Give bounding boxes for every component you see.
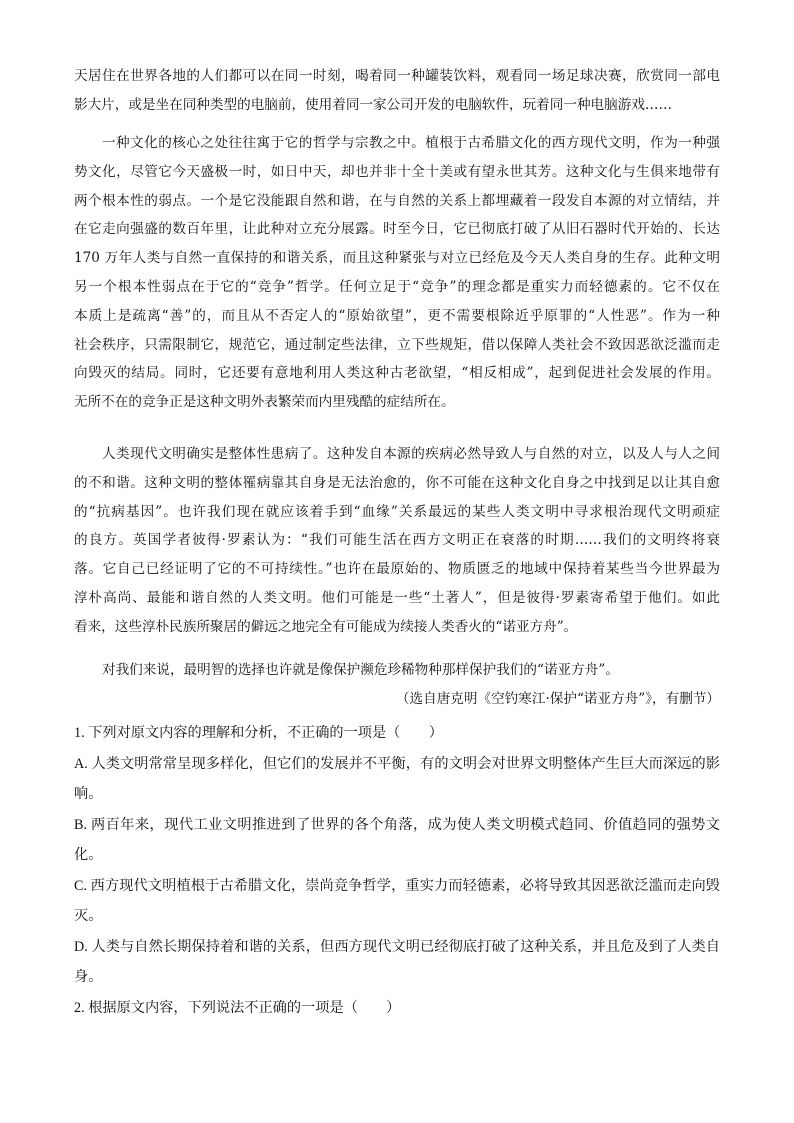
text-line: 社会秩序，只需限制它，规范它，通过制定些法律，立下些规矩，借以保障人类社会不致因恶欲泛滥而走 <box>74 336 720 353</box>
question-2-stem: 2. 根据原文内容，下列说法不正确的一项是（ ） <box>74 999 401 1016</box>
text-line: 向毁灭的结局。同时，它还要有意地利用人类这种古老欲望，“相反相成”，起到促进社会发展的作用。 <box>74 365 720 382</box>
option-a-continued: 响。 <box>74 786 103 802</box>
question-1 <box>74 718 720 1023</box>
option-b-continued: 化。 <box>74 847 103 863</box>
text-line: 在它走向强盛的数百年里，让此种对立充分展露。时至今日，它已彻底打破了从旧石器时代开始的、长达 <box>74 221 720 238</box>
text-line: 两个根本性的弱点。一个是它没能跟自然和谐，在与自然的关系上都埋藏着一段发自本源的对立情结，并 <box>74 192 720 209</box>
option-d-continued: 身。 <box>74 969 103 985</box>
option-d: D. 人类与自然长期保持着和谐的关系，但西方现代文明已经彻底打破了这种关系，并且危及到了人类自 <box>74 938 720 955</box>
text-line: 人类现代文明确实是整体性患病了。这种发自本源的疾病必然导致人与自然的对立，以及人与人之间 <box>102 446 720 462</box>
text-line: 对我们来说，最明智的选择也许就是像保护濒危珍稀物种那样保护我们的“诺亚方舟”。 <box>102 662 619 678</box>
text-line: 一种文化的核心之处往往寓于它的哲学与宗教之中。植根于古希腊文化的西方现代文明，作为一种强 <box>102 135 720 151</box>
text-line: 无所不在的竞争正是这种文明外表繁荣而内里残酷的症结所在。 <box>74 394 455 411</box>
option-c-continued: 灭。 <box>74 908 103 924</box>
text-line: 势文化，尽管它今天盛极一时，如日中天，却也并非十全十美或有望永世其芳。这种文化与生俱来地带有 <box>74 163 720 180</box>
option-a: A. 人类文明常常呈现多样化，但它们的发展并不平衡，有的文明会对世界文明整体产生巨大而深远的影 <box>74 755 720 772</box>
passage-paragraph <box>74 62 720 120</box>
text-line: 另一个根本性弱点在于它的“竞争”哲学。任何立足于“竞争”的理念都是重实力而轻德素的。它不仅在 <box>74 278 720 295</box>
text-line: 的“抗病基因”。也许我们现在就应该着手到“血缘”关系最远的某些人类文明中寻求根治现代文明顽症 <box>74 503 720 520</box>
text-line: 的良方。英国学者彼得·罗素认为：“我们可能生活在西方文明正在衰落的时期……我们的文明终将衰 <box>74 532 720 549</box>
option-c: C. 西方现代文明植根于古希腊文化，崇尚竞争哲学，重实力而轻德素，必将导致其因恶欲泛滥而走向毁 <box>74 877 720 894</box>
text-line: 看来，这些淳朴民族所聚居的僻远之地完全有可能成为续接人类香火的“诺亚方舟”。 <box>74 618 578 635</box>
passage-paragraph <box>74 440 720 642</box>
text-line: 天居住在世界各地的人们都可以在同一时刻，喝着同一种罐装饮料，观看同一场足球决赛，欣赏同一部电 <box>74 68 720 84</box>
question-stem: 1. 下列对原文内容的理解和分析，不正确的一项是（ ） <box>74 725 443 741</box>
option-b: B. 两百年来，现代工业文明推进到了世界的各个角落，成为使人类文明模式趋同、价值趋同的强势文 <box>74 816 720 833</box>
passage-paragraph <box>74 129 720 417</box>
text-line: 影大片，或是坐在同种类型的电脑前，使用着同一家公司开发的电脑软件，玩着同一种电脑游戏…… <box>74 96 673 113</box>
text-line: 落。它自己已经证明了它的不可持续性。”也许在最原始的、物质匮乏的地域中保持着某些当今世界最为 <box>74 561 720 578</box>
text-line: 170 万年人类与自然一直保持的和谐关系，而且这种紧张与对立已经危及今天人类自身的生存。此种文明 <box>74 250 720 267</box>
text-line: 的不和谐。这种文明的整体罹病靠其自身是无法治愈的，你不可能在这种文化自身之中找到足以让其自愈 <box>74 474 720 491</box>
passage-paragraph <box>74 656 720 685</box>
source-citation: （选自唐克明《空钓寒江·保护“诺亚方舟”》，有删节） <box>395 691 720 707</box>
text-line: 淳朴高尚、最能和谐自然的人类文明。他们可能是一些“土著人”，但是彼得·罗素寄希望于他们。如此 <box>74 589 720 606</box>
text-line: 本质上是疏离“善”的，而且从不否定人的“原始欲望”，更不需要根除近乎原罪的“人性恶”。作为一种 <box>74 307 720 324</box>
